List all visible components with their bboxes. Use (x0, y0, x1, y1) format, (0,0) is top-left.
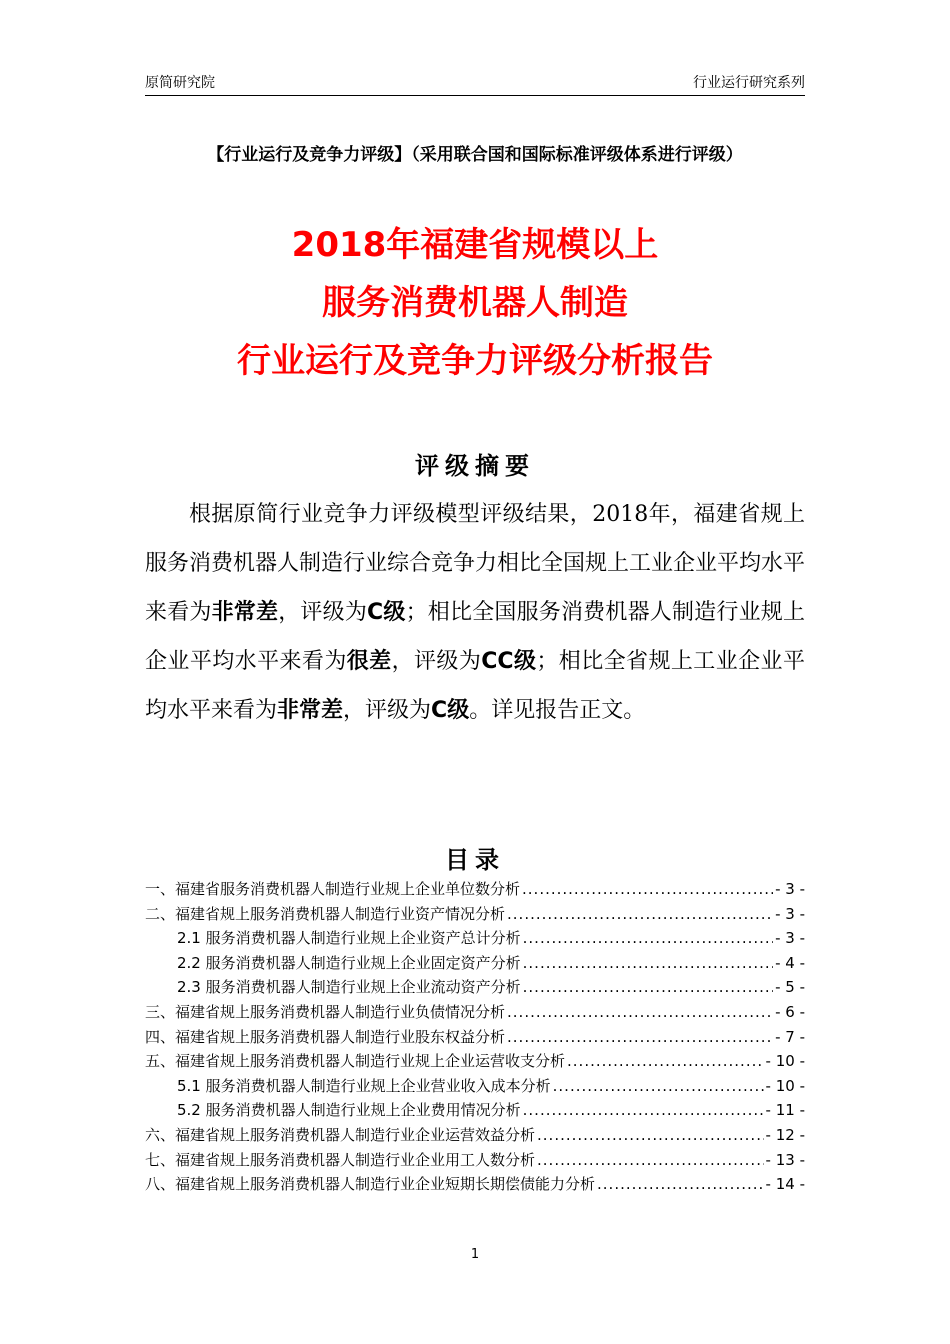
toc-leader-dots (523, 978, 773, 996)
title-line-1: 2018年福建省规模以上 (291, 225, 659, 265)
toc-item-page: - 3 - (775, 929, 805, 948)
toc-item-label: 四、福建省规上服务消费机器人制造行业股东权益分析 (145, 1027, 506, 1046)
toc-item-label: 七、福建省规上服务消费机器人制造行业企业用工人数分析 (145, 1150, 536, 1169)
toc-leader-dots (523, 954, 773, 972)
header-right-text: 行业运行研究系列 (693, 75, 805, 91)
toc-item-page: - 10 - (765, 1052, 805, 1071)
toc-item-label: 五、福建省规上服务消费机器人制造行业规上企业运营收支分析 (145, 1052, 566, 1071)
summary-text-3: ；相比全国服务消费机器人制造行业规上企业平均水平来看为 (145, 600, 805, 674)
summary-text-1: 根据原简行业竞争力评级模型评级结果，2018年，福建省规上服务消费机器人制造行业综合竞争力相比全国规上工业企业平均水平来看为 (145, 502, 806, 625)
toc-item-label: 三、福建省规上服务消费机器人制造行业负债情况分析 (145, 1002, 506, 1021)
toc-item[interactable] (145, 1075, 805, 1100)
toc-item[interactable] (145, 1124, 805, 1149)
toc-item[interactable] (145, 878, 805, 903)
toc-item-label: 5.1 服务消费机器人制造行业规上企业营业收入成本分析 (177, 1076, 551, 1095)
page-header (145, 64, 805, 96)
toc-item-label: 一、福建省服务消费机器人制造行业规上企业单位数分析 (145, 880, 521, 898)
summary-emphasis-2: C级 (367, 600, 406, 625)
title-line-3: 行业运行及竞争力评级分析报告 (237, 341, 713, 381)
summary-paragraph (145, 490, 805, 735)
header-left-text: 原简研究院 (145, 75, 215, 91)
toc-item-page: - 3 - (775, 904, 805, 923)
toc-item-label: 二、福建省规上服务消费机器人制造行业资产情况分析 (145, 904, 506, 923)
toc-item[interactable] (145, 1026, 805, 1051)
summary-emphasis-4: CC级 (481, 649, 537, 674)
toc-item-label: 5.2 服务消费机器人制造行业规上企业费用情况分析 (177, 1101, 521, 1120)
report-tagline: 【行业运行及竞争力评级】（采用联合国和国际标准评级体系进行评级） (207, 145, 743, 165)
summary-text-7: 。详见报告正文。 (469, 698, 646, 723)
toc-item-page: - 10 - (765, 1076, 805, 1095)
toc-leader-dots (522, 880, 773, 898)
toc-item-page: - 13 - (765, 1150, 805, 1169)
toc-item[interactable] (145, 1001, 805, 1026)
toc-item-label: 2.2 服务消费机器人制造行业规上企业固定资产分析 (177, 953, 521, 972)
summary-text-2: ，评级为 (278, 600, 368, 625)
toc-leader-dots (537, 1151, 764, 1169)
toc-leader-dots (523, 929, 773, 947)
toc-item-page: - 6 - (775, 1002, 805, 1021)
toc-item[interactable] (145, 1173, 805, 1198)
summary-emphasis-1: 非常差 (211, 600, 279, 625)
summary-text-4: ，评级为 (391, 649, 482, 674)
toc-item-page: - 4 - (775, 953, 805, 972)
summary-emphasis-6: C级 (431, 698, 470, 723)
toc-heading: 目录 (445, 846, 505, 874)
toc-leader-dots (537, 1126, 764, 1144)
toc-leader-dots (507, 1003, 773, 1021)
toc-item-page: - 3 - (775, 880, 805, 898)
toc-leader-dots (507, 1028, 773, 1046)
toc-item-page: - 11 - (765, 1101, 805, 1120)
toc-leader-dots (567, 1052, 764, 1070)
toc-leader-dots (523, 1101, 764, 1119)
page-number: 1 (470, 1247, 480, 1262)
toc-item[interactable] (145, 1099, 805, 1124)
toc-item[interactable] (145, 1149, 805, 1174)
summary-emphasis-3: 很差 (346, 649, 392, 674)
toc-item-label: 2.1 服务消费机器人制造行业规上企业资产总计分析 (177, 929, 521, 948)
toc-item-page: - 5 - (775, 978, 805, 997)
toc-item-label: 八、福建省规上服务消费机器人制造行业企业短期长期偿债能力分析 (145, 1175, 596, 1194)
report-title (100, 216, 850, 390)
summary-heading: 评级摘要 (415, 452, 535, 480)
summary-text-6: ，评级为 (343, 698, 432, 723)
toc-leader-dots (507, 905, 773, 923)
toc-leader-dots (553, 1077, 764, 1095)
toc-item-label: 六、福建省规上服务消费机器人制造行业企业运营效益分析 (145, 1125, 536, 1144)
toc-item-label: 2.3 服务消费机器人制造行业规上企业流动资产分析 (177, 978, 521, 997)
toc-item[interactable] (145, 952, 805, 977)
table-of-contents (145, 878, 805, 1198)
toc-item-page: - 14 - (765, 1175, 805, 1194)
toc-item[interactable] (145, 1050, 805, 1075)
toc-item-page: - 12 - (765, 1125, 805, 1144)
title-line-2: 服务消费机器人制造 (322, 283, 628, 323)
toc-item[interactable] (145, 976, 805, 1001)
toc-leader-dots (597, 1175, 764, 1193)
toc-item-page: - 7 - (775, 1027, 805, 1046)
summary-text-5: ；相比全省规上工业企业平均水平来看为 (145, 649, 805, 723)
toc-item[interactable] (145, 927, 805, 952)
summary-emphasis-5: 非常差 (277, 698, 344, 723)
toc-item[interactable] (145, 903, 805, 928)
